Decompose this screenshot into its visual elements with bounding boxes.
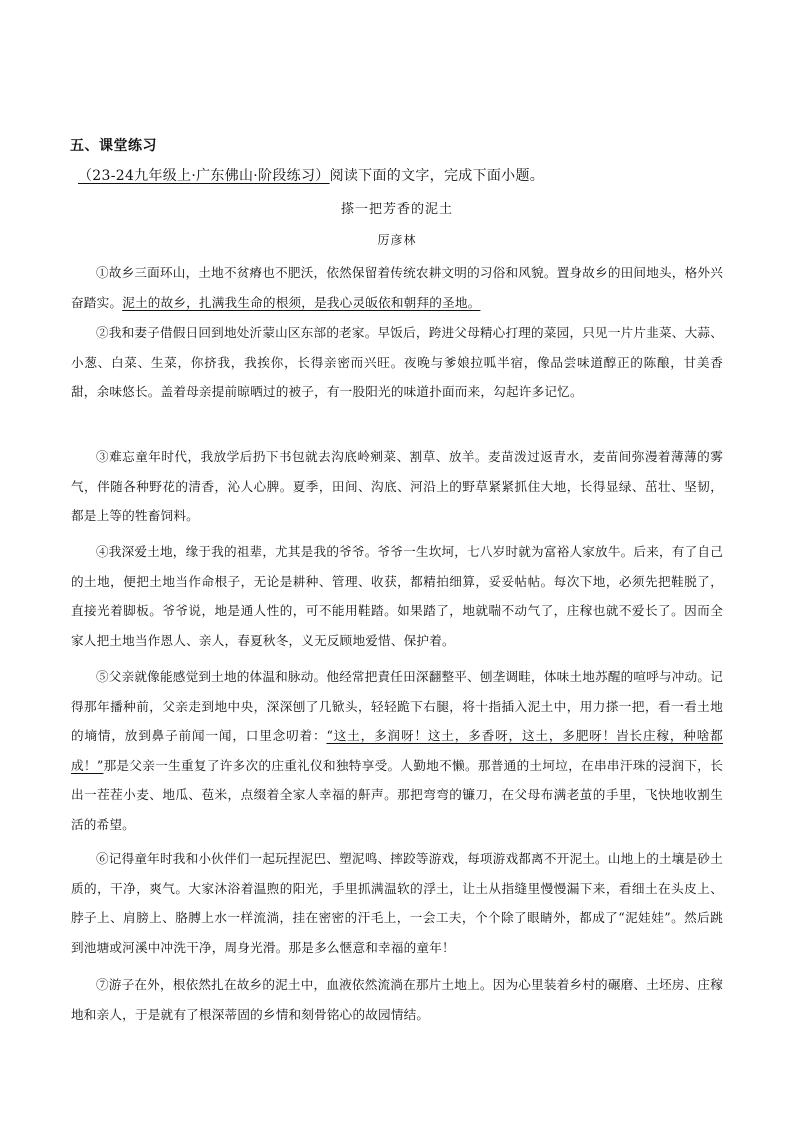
paragraph-text: ②我和妻子借假日回到地处沂蒙山区东部的老家。早饭后，跨进父母精心打理的菜园，只见一片片韭菜、大蒜、小葱、白菜、生菜，你挤我，我挨你，长得亲密而兴旺。夜晚与爹娘拉呱半宿，像品尝味道醇正的陈酿，甘美香甜，余味悠长。盖着母亲提前晾晒过的被子，有一股阳光的味道扑面而来，勾起许多记忆。 [71,325,723,399]
paragraph-6 [71,844,723,962]
paragraph-1 [71,258,723,317]
paragraph-text: ③难忘童年时代，我放学后扔下书包就去沟底岭剜菜、割草、放羊。麦苗泼过返青水，麦苗间弥漫着薄薄的雾气，伴随各种野花的清香，沁人心脾。夏季，田间、沟底、河沿上的野草紧紧抓住大地，长得显绿、茁壮、坚韧，都是上等的牲畜饲料。 [71,449,723,523]
paragraph-7 [71,970,723,1029]
exercise-intro [78,165,544,185]
article-title: 搽一把芳香的泥土 [340,202,453,217]
paragraph-text: ⑦游子在外，根依然扎在故乡的泥土中，血液依然流淌在那片土地上。因为心里装着乡村的碾磨、土坯房、庄稼地和亲人，于是就有了根深蒂固的乡情和刻骨铭心的故园情结。 [71,977,723,1022]
paragraph-text: ⑥记得童年时我和小伙伴们一起玩捏泥巴、塑泥鸣、摔跤等游戏，每项游戏都离不开泥土。山地上的土壤是砂土质的，干净，爽气。大家沐浴着温煦的阳光，手里抓满温软的浮土，让土从指缝里慢慢漏下来，看细土在头皮上、脖子上、肩膀上、胳膊上水一样流淌，挂在密密的汗毛上，一会工夫，个个除了眼睛外，都成了“泥娃娃”。然后跳到池塘或河溪中冲洗干净，周身光滑。那是多么惬意和幸福的童年！ [71,851,723,955]
section-heading: 五、课堂练习 [70,138,157,154]
article-author: 厉彦林 [377,233,417,247]
exercise-source: （23-24九年级上·广东佛山·阶段练习） [78,168,330,184]
underlined-quote: “这土，多润呀！这土，多香呀，这土，多肥呀！旹长庄稼，种啥都成！” [71,728,723,773]
paragraph-4 [71,537,723,655]
paragraph-5 [71,662,723,839]
paragraph-text: ①故乡三面环山，土地不贫瘠也不肥沃，依然保留着传统农耕文明的习俗和风貌。置身故乡的田间地头，格外兴奋踏实。 [71,265,723,310]
underlined-sentence: 泥土的故乡，扎满我生命的根须，是我心灵皈依和朝拜的圣地。 [122,294,481,310]
paragraph-tail: 那是父亲一生重复了许多次的庄重礼仪和独特享受。人勤地不懒。那普通的土坷垃，在串串汗珠的浸润下，长出一茬茬小麦、地瓜、苞米，点缀着全家人幸福的鼾声。那把弯弯的镰刀，在父母布满老茧的手里，飞快地收割生活的希望。 [71,757,723,832]
exercise-instruction: 阅读下面的文字，完成下面小题。 [329,168,545,184]
paragraph-2 [71,318,723,407]
paragraph-3 [71,442,723,531]
paragraph-text: ④我深爱土地，缘于我的祖辈，尤其是我的爷爷。爷爷一生坎坷，七八岁时就为富裕人家放牛。后来，有了自己的土地，便把土地当作命根子，无论是耕种、管理、收获，都精拍细算，妥妥帖帖。每次下地，必须先把鞋脱了，直接光着脚板。爷爷说，地是通人性的，可不能用鞋踏。如果踏了，地就喘不动气了，庄稼也就不爱长了。因而全家人把土地当作恩人、亲人，春夏秋冬，义无反顾地爱惜、保护着。 [71,544,723,648]
paragraph-text: ⑤父亲就像能感觉到土地的体温和脉动。他经常把責任田深翻整平、刨垄调畦，体味土地苏醒的喧呼与冲动。记得那年播种前，父亲走到地中央，深深刨了几锨头，轻轻跪下右腿，将十指插入泥土中，用力搽一把，看一看土地的墒情，放到鼻子前闻一闻，口里念叨着： [71,669,723,743]
